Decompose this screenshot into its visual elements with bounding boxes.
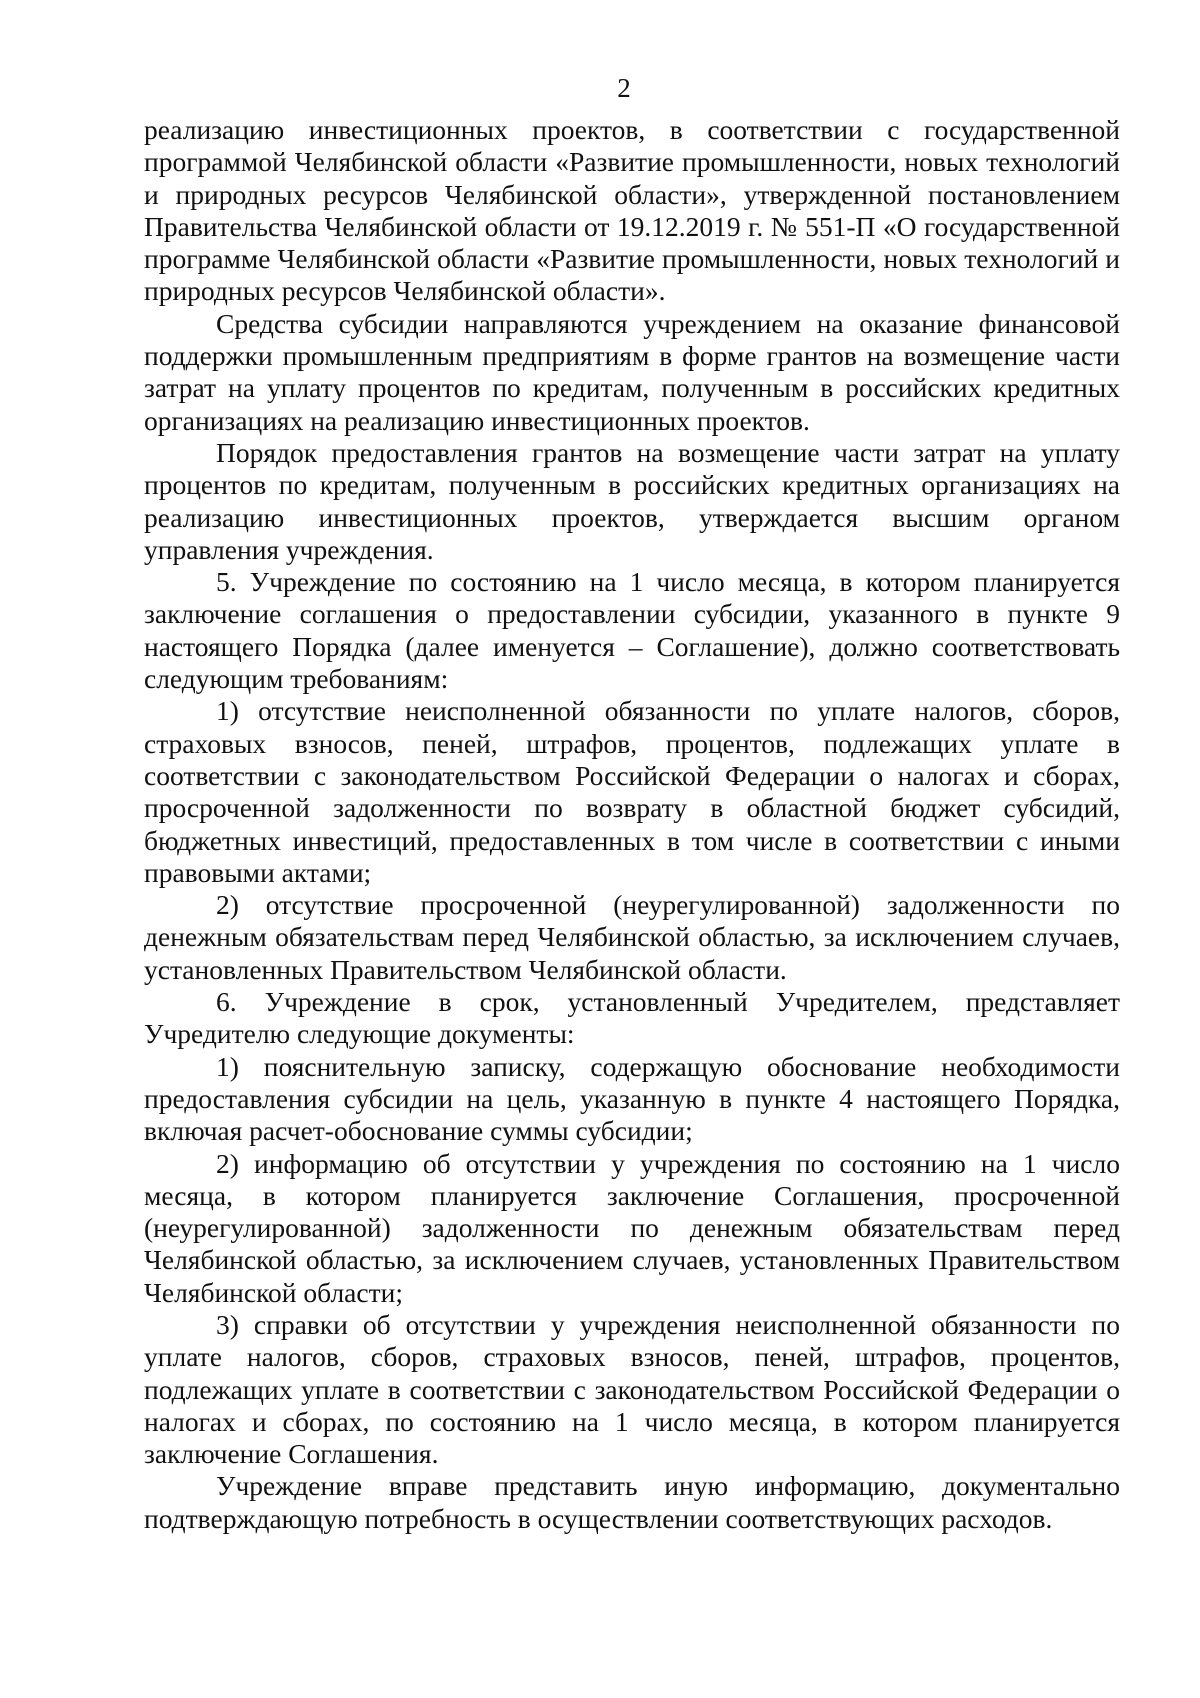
paragraph-continuation: реализацию инвестиционных проектов, в соответствии с государственной программой Челябинской области «Развитие промышленности, новых технологий и природных ресурсов Челябинской области», утвержденной постановлением Правительства Челябинской области от 19.12.2019 г. № 551-П «О государственной программе Челябинской области «Развитие промышленности, новых технологий и природных ресурсов Челябинской области». <box>144 114 1120 307</box>
clause-6: 6. Учреждение в срок, установленный Учредителем, представляет Учредителю следующие документы: <box>144 986 1120 1050</box>
clause-6-item-1: 1) пояснительную записку, содержащую обоснование необходимости предоставления субсидии на цель, указанную в пункте 4 настоящего Порядка, включая расчет-обоснование суммы субсидии; <box>144 1050 1120 1147</box>
paragraph-subsidy-funds: Средства субсидии направляются учреждением на оказание финансовой поддержки промышленным предприятиям в форме грантов на возмещение части затрат на уплату процентов по кредитам, полученным в российских кредитных организациях на реализацию инвестиционных проектов. <box>144 307 1120 436</box>
paragraph-grant-procedure: Порядок предоставления грантов на возмещение части затрат на уплату процентов по кредитам, полученным в российских кредитных организациях на реализацию инвестиционных проектов, утверждается высшим органом управления учреждения. <box>144 436 1120 565</box>
document-body <box>144 114 1120 1535</box>
page-number: 2 <box>617 73 631 103</box>
clause-6-item-2: 2) информацию об отсутствии у учреждения по состоянию на 1 число месяца, в котором планируется заключение Соглашения, просроченной (неурегулированной) задолженности по денежным обязательствам перед Челябинской областью, за исключением случаев, установленных Правительством Челябинской области; <box>144 1147 1120 1308</box>
clause-5: 5. Учреждение по состоянию на 1 число месяца, в котором планируется заключение соглашения о предоставлении субсидии, указанного в пункте 9 настоящего Порядка (далее именуется – Соглашение), должно соответствовать следующим требованиям: <box>144 566 1120 695</box>
clause-6-item-3: 3) справки об отсутствии у учреждения неисполненной обязанности по уплате налогов, сборов, страховых взносов, пеней, штрафов, процентов, подлежащих уплате в соответствии с законодательством Российской Федерации о налогах и сборах, по состоянию на 1 число месяца, в котором планируется заключение Соглашения. <box>144 1308 1120 1470</box>
paragraph-additional-info: Учреждение вправе представить иную информацию, документально подтверждающую потребность в осуществлении соответствующих расходов. <box>144 1470 1120 1534</box>
clause-5-item-1: 1) отсутствие неисполненной обязанности по уплате налогов, сборов, страховых взносов, пеней, штрафов, процентов, подлежащих уплате в соответствии с законодательством Российской Федерации о налогах и сборах, просроченной задолженности по возврату в областной бюджет субсидий, бюджетных инвестиций, предоставленных в том числе в соответствии с иными правовыми актами; <box>144 695 1120 888</box>
clause-5-item-2: 2) отсутствие просроченной (неурегулированной) задолженности по денежным обязательствам перед Челябинской областью, за исключением случаев, установленных Правительством Челябинской области. <box>144 889 1120 985</box>
